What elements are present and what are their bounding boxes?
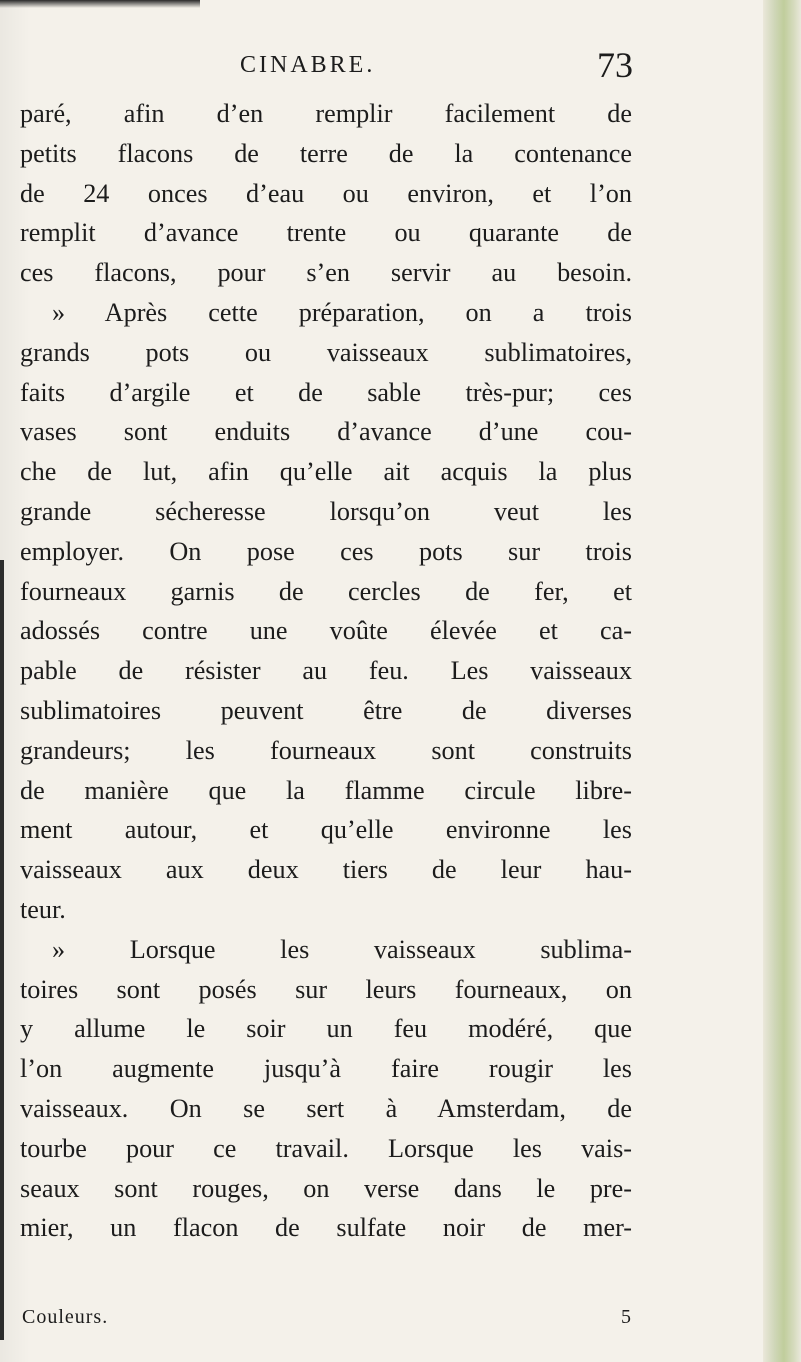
page-number: 73 bbox=[597, 45, 633, 85]
text-line: faits d’argile et de sable très-pur; ces bbox=[20, 377, 632, 407]
running-title: CINABRE. bbox=[240, 52, 376, 78]
text-line: y allume le soir un feu modéré, que bbox=[20, 1014, 632, 1044]
text-line: teur. bbox=[20, 894, 66, 924]
text-line: fourneaux garnis de cercles de fer, et bbox=[20, 576, 632, 606]
text-line: grande sécheresse lorsqu’on veut les bbox=[20, 496, 632, 526]
text-line: pable de résister au feu. Les vaisseaux bbox=[20, 656, 632, 686]
text-line: ment autour, et qu’elle environne les bbox=[20, 815, 632, 845]
text-line: petits flacons de terre de la contenance bbox=[20, 138, 632, 168]
body-text bbox=[20, 94, 632, 1248]
text-line: » Après cette préparation, on a trois bbox=[52, 297, 632, 327]
text-line: adossés contre une voûte élevée et ca- bbox=[20, 616, 632, 646]
signature-mark: Couleurs. bbox=[22, 1306, 109, 1328]
scan-edge-right bbox=[763, 0, 801, 1362]
text-line: grands pots ou vaisseaux sublimatoires, bbox=[20, 337, 632, 367]
page-footer bbox=[22, 1306, 632, 1336]
text-line: tourbe pour ce travail. Lorsque les vais- bbox=[20, 1133, 632, 1163]
text-line: seaux sont rouges, on verse dans le pre- bbox=[20, 1173, 632, 1203]
page-header bbox=[0, 45, 801, 98]
scan-edge-left bbox=[0, 560, 4, 1340]
text-line: che de lut, afin qu’elle ait acquis la plus bbox=[20, 457, 632, 487]
text-line: grandeurs; les fourneaux sont construits bbox=[20, 735, 632, 765]
sheet-number: 5 bbox=[621, 1306, 632, 1328]
text-line: l’on augmente jusqu’à faire rougir les bbox=[20, 1054, 632, 1084]
text-line: vases sont enduits d’avance d’une cou- bbox=[20, 417, 632, 447]
text-line: toires sont posés sur leurs fourneaux, on bbox=[20, 974, 632, 1004]
text-line: de manière que la flamme circule libre- bbox=[20, 775, 632, 805]
text-line: vaisseaux. On se sert à Amsterdam, de bbox=[20, 1093, 632, 1123]
text-line: ces flacons, pour s’en servir au besoin. bbox=[20, 258, 632, 288]
scan-edge-top bbox=[0, 0, 200, 8]
text-line: vaisseaux aux deux tiers de leur hau- bbox=[20, 855, 632, 885]
text-line: paré, afin d’en remplir facilement de bbox=[20, 99, 632, 128]
text-line: employer. On pose ces pots sur trois bbox=[20, 536, 632, 566]
text-line: remplit d’avance trente ou quarante de bbox=[20, 218, 632, 248]
text-line: sublimatoires peuvent être de diverses bbox=[20, 695, 632, 725]
text-line: de 24 onces d’eau ou environ, et l’on bbox=[20, 178, 632, 208]
text-line: mier, un flacon de sulfate noir de mer- bbox=[20, 1213, 632, 1243]
text-line: » Lorsque les vaisseaux sublima- bbox=[52, 934, 632, 964]
